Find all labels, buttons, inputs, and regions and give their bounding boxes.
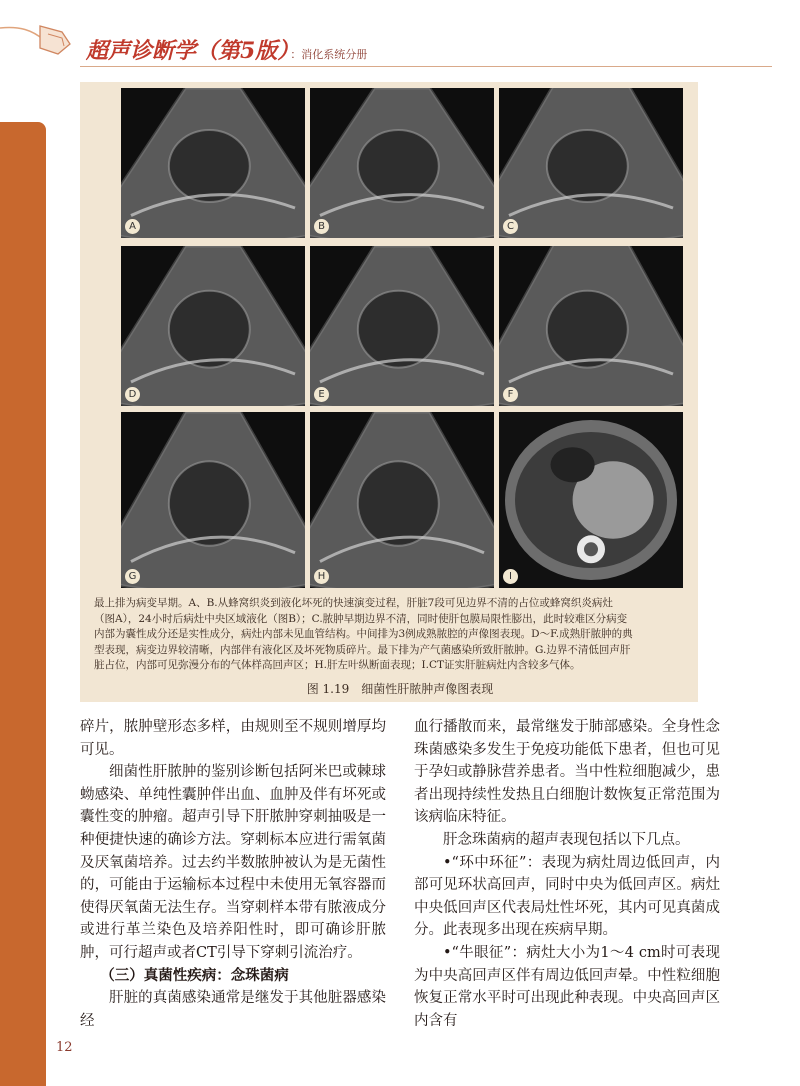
ultrasound-image xyxy=(310,412,494,588)
ultrasound-image xyxy=(499,88,683,238)
paragraph: 肝念珠菌病的超声表现包括以下几点。 xyxy=(443,831,690,848)
caption-line: （图A），24小时后病灶中央区域液化（图B）；C.脓肿早期边界不清，同时使肝包膜局限性膨出，此时较难区分病变 xyxy=(94,612,628,625)
ultrasound-panel-f xyxy=(499,246,683,406)
bullet-paragraph: •“牛眼征”：病灶大小为1～4 cm时可表现为中央高回声区伴有周边低回声晕。中性粒细胞恢复正常水平时可出现此种表现。中央高回声区内含有 xyxy=(414,944,720,1029)
panel-label: B xyxy=(314,219,329,234)
paragraph: 碎片，脓肿壁形态多样，由规则至不规则增厚均可见。 xyxy=(80,719,386,758)
ultrasound-image xyxy=(499,246,683,406)
caption-line: 内部为囊性成分还是实性成分，病灶内部未见血管结构。中间排为3例成熟脓腔的声像图表现。D～F.成熟肝脓肿的典 xyxy=(94,628,633,640)
ultrasound-panel-g xyxy=(121,412,305,588)
header-rule xyxy=(80,66,772,67)
ultrasound-image xyxy=(310,246,494,406)
panel-label: A xyxy=(125,219,140,234)
page-number: 12 xyxy=(56,1040,73,1055)
paragraph: 细菌性肝脓肿的鉴别诊断包括阿米巴或棘球蚴感染、单纯性囊肿伴出血、血肿及伴有坏死或囊性变的肿瘤。超声引导下肝脓肿穿刺抽吸是一种便捷快速的确诊方法。穿刺标本应进行需氧菌及厌氧菌培养。过去约半数脓肿被认为是无菌性的，可能由于运输标本过程中未使用无氧容器而使得厌氧菌无法生存。当穿刺样本带有脓液成分或进行革兰染色及培养阳性时，即可确诊肝脓肿，可行超声或者CT引导下穿刺引流治疗。 xyxy=(80,764,386,961)
panel-label: I xyxy=(503,569,518,584)
ultrasound-image xyxy=(121,412,305,588)
paragraph: 肝脏的真菌感染通常是继发于其他脏器感染经 xyxy=(80,990,386,1029)
ultrasound-panel-a xyxy=(121,88,305,238)
ultrasound-panel-e xyxy=(310,246,494,406)
ultrasound-image xyxy=(499,412,683,588)
figure-title: 图 1.19 细菌性肝脓肿声像图表现 xyxy=(306,682,494,696)
ultrasound-panel-d xyxy=(121,246,305,406)
ultrasound-panel-h xyxy=(310,412,494,588)
left-text-column xyxy=(80,716,386,1032)
panel-label: D xyxy=(125,387,140,402)
ultrasound-panel-c xyxy=(499,88,683,238)
panel-label: G xyxy=(125,569,140,584)
ultrasound-image xyxy=(310,88,494,238)
caption-line: 脏占位，内部可见弥漫分布的气体样高回声区；H.肝左叶纵断面表现；I.CT证实肝脏病灶内含较多气体。 xyxy=(94,659,581,671)
paragraph: 血行播散而来，最常继发于肺部感染。全身性念珠菌感染多发生于免疫功能低下患者，但也可见于孕妇或静脉营养患者。当中性粒细胞减少，患者出现持续性发热且白细胞计数恢复正常范围为该病临床特征。 xyxy=(414,719,720,826)
bullet-paragraph: •“环中环征”：表现为病灶周边低回声，内部可见环状高回声，同时中央为低回声区。病灶中央低回声区代表局灶性坏死，其内可见真菌成分。此表现多出现在疾病早期。 xyxy=(414,854,720,939)
panel-label: F xyxy=(503,387,518,402)
caption-line: 最上排为病变早期。A、B.从蜂窝织炎到液化坏死的快速演变过程，肝脏7段可见边界不清的占位或蜂窝织炎病灶 xyxy=(94,597,613,609)
panel-label: C xyxy=(503,219,518,234)
panel-label: H xyxy=(314,569,329,584)
book-subtitle: ：消化系统分册 xyxy=(290,48,368,61)
ultrasound-image xyxy=(121,246,305,406)
section-heading: （三）真菌性疾病：念珠菌病 xyxy=(100,967,289,984)
book-title: 超声诊断学（第5版） xyxy=(86,38,289,64)
caption-line: 型表现，病变边界较清晰，内部伴有液化区及坏死物质碎片。最下排为产气菌感染所致肝脓肿。G.边界不清低回声肝 xyxy=(94,643,631,656)
figure-caption xyxy=(94,596,688,674)
right-text-column xyxy=(414,716,720,1032)
ultrasound-panel-b xyxy=(310,88,494,238)
panel-label: E xyxy=(314,387,329,402)
ultrasound-image xyxy=(121,88,305,238)
chapter-side-tab xyxy=(0,122,46,1086)
header-ornament xyxy=(0,0,70,80)
ultrasound-panel-i xyxy=(499,412,683,588)
running-header xyxy=(86,34,367,65)
